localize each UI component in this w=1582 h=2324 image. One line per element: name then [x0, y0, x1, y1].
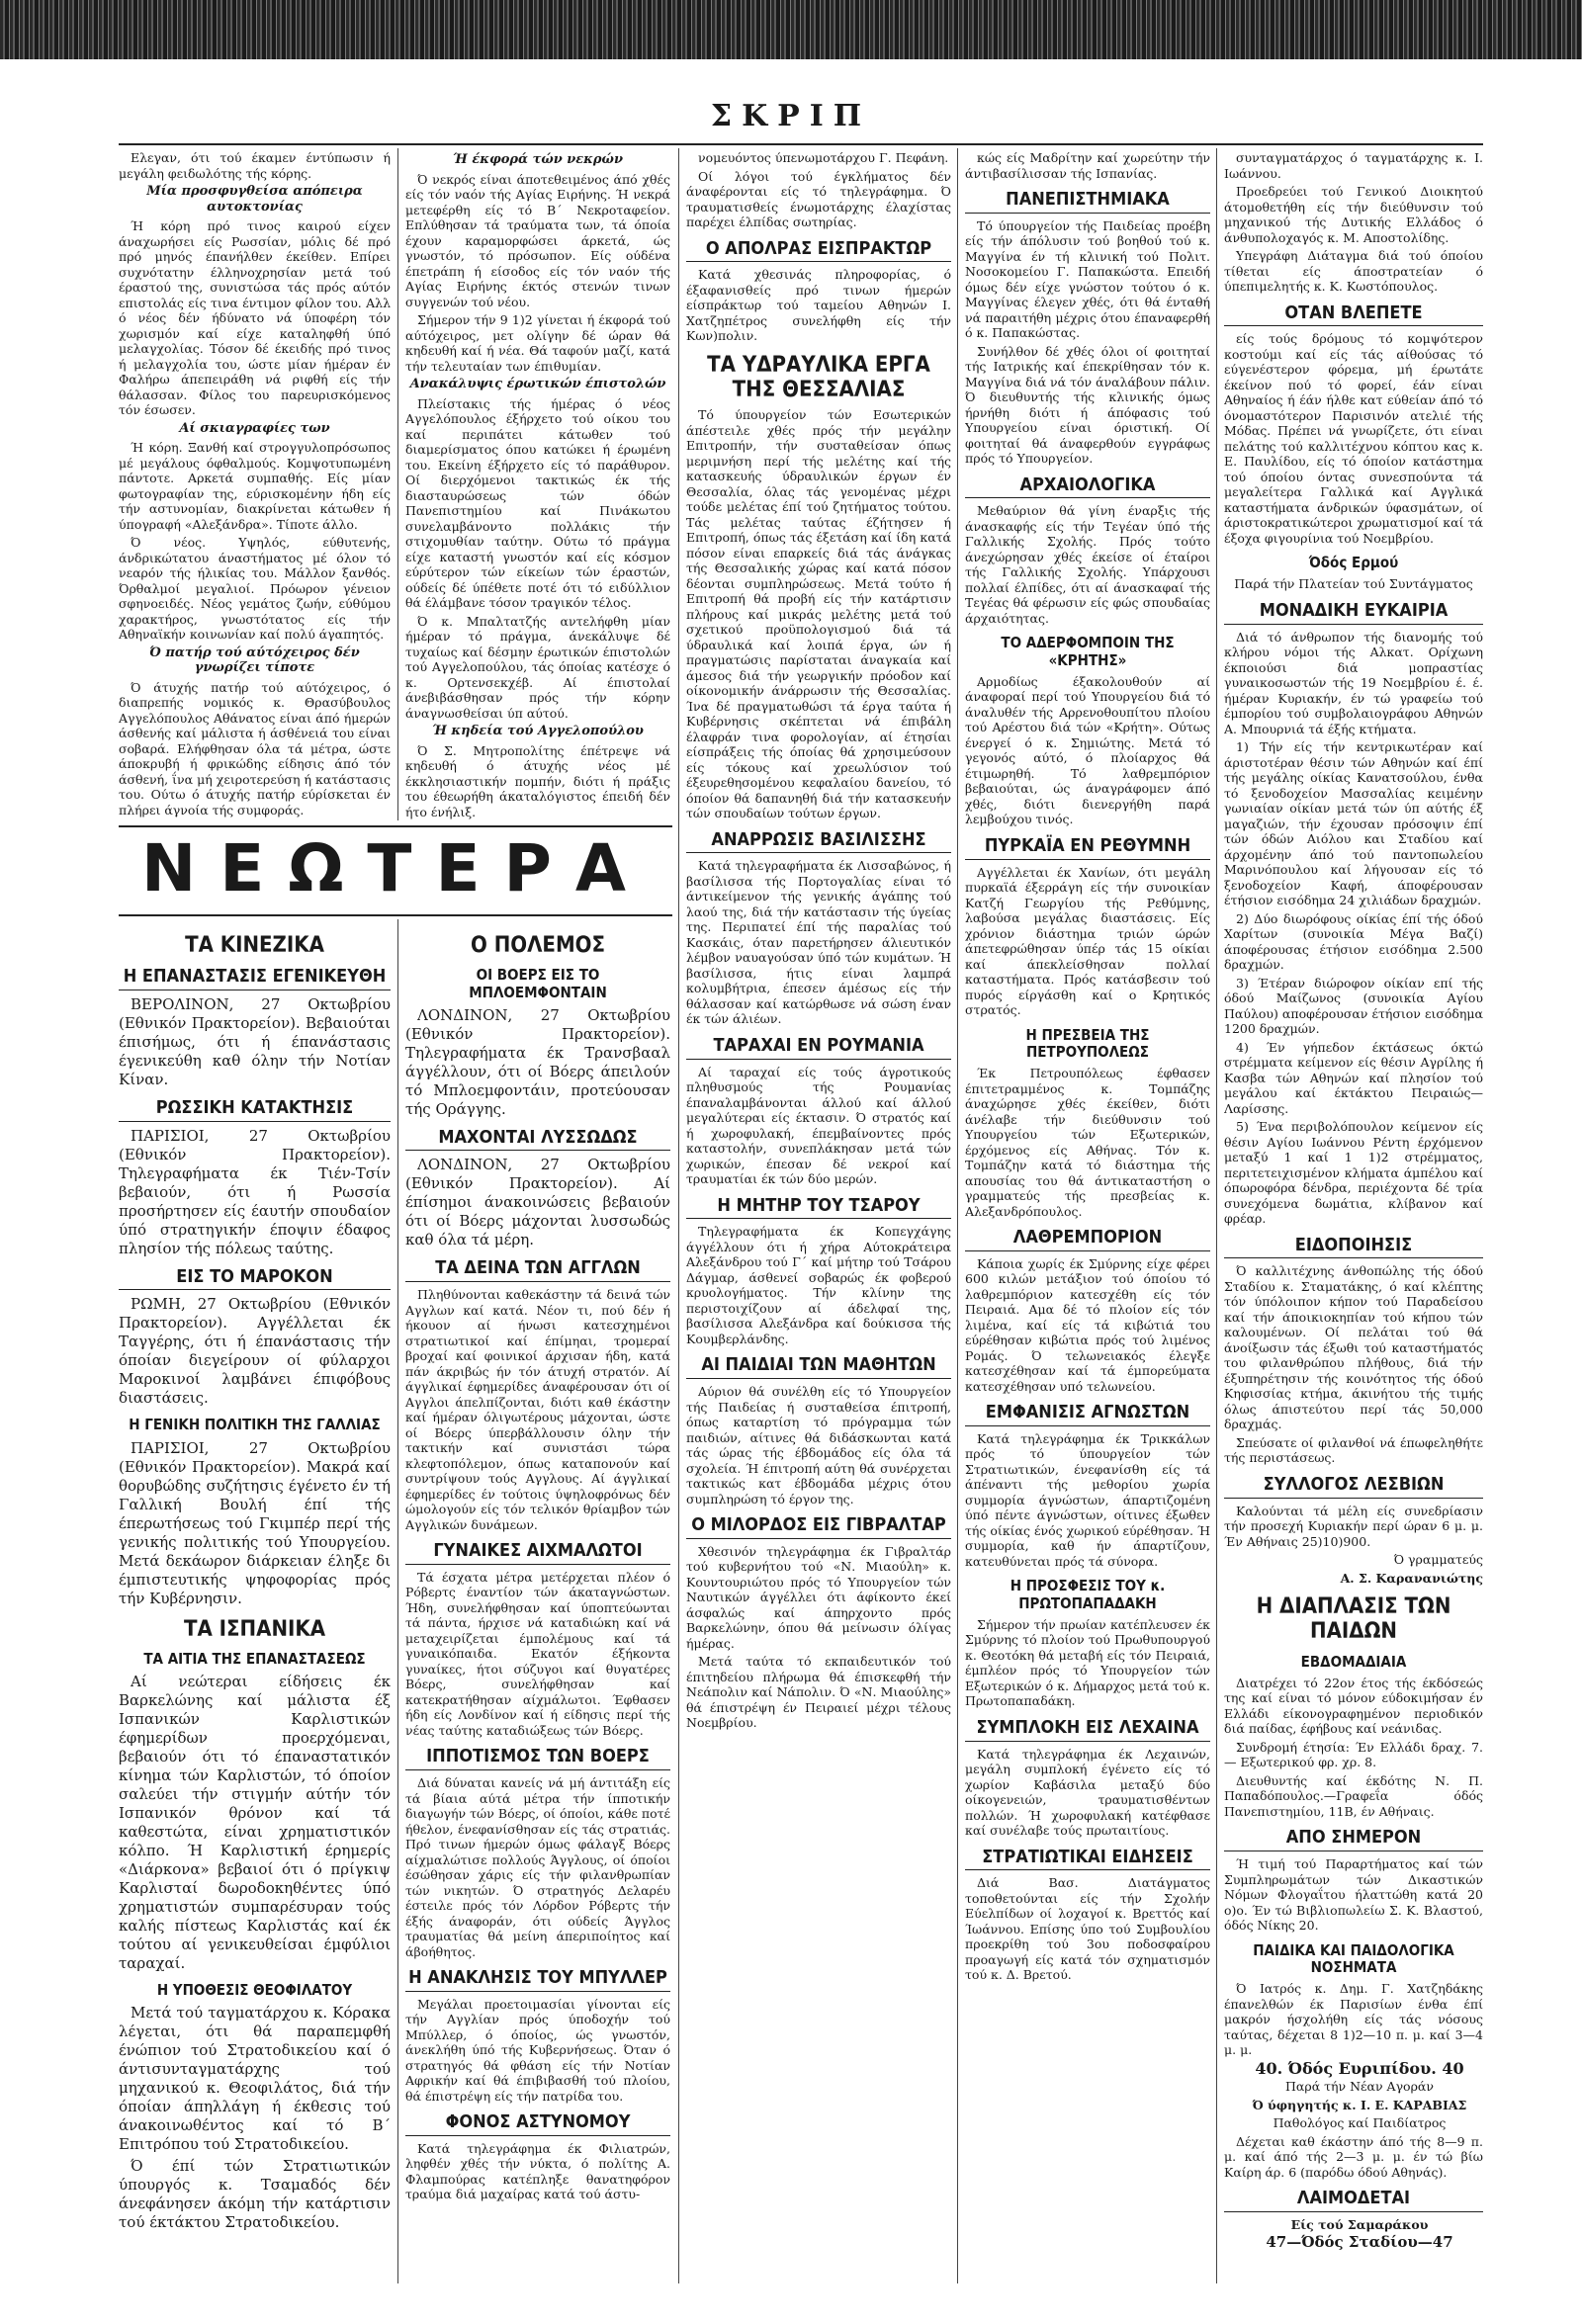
ad-heading: ΑΠΟ ΣΗΜΕΡΟΝ [1224, 1828, 1483, 1851]
headline: ΡΩΣΣΙΚΗ ΚΑΤΑΚΤΗΣΙΣ [119, 1098, 391, 1122]
article-paragraph: Τά έσχατα μέτρα μετέρχεται πλέον ό Ρόβερτς έναντίον τών άκαταγνώστων. Ήδη, συνελήφθησαν καί ύποπτεύωνται τά πάντα, ήρχισε νά καταδιώκη καί νά μεταχειρίζεται έμπολέμους καί τά γυναικόπαιδα. Εκατόν έξήκοντα γυναίκες, ήτοι σύζυγοι καί θυγατέρες Βόερς, συνελήφθησαν καί κατεκρατήθησαν αίχμάλωτοι. Έφθασεν ήδη είς Λονδίνον καί ή είδησις περί τής νέας ταύτης καταδιώξεως τών Βόερς. [405, 1569, 670, 1738]
subheading: Ή κηδεία τού Αγγελοπούλου [432, 724, 644, 738]
article-paragraph: Χθεσινόν τηλεγράφημα έκ Γιβραλτάρ τού κυβερνήτου τού «Ν. Μιαούλη» κ. Κουντουριώτου πρός τό Υπουργείον τών Ναυτικών άγγέλλει ότι άφίκοντο έκεί άσφαλώς καί άπηρχοντο πρός Βαρκελώνην, όπου θά μείνωσιν όλίγας ήμέρας. [686, 1543, 951, 1651]
article-paragraph: ΡΩΜΗ, 27 Οκτωβρίου (Εθνικόν Πρακτορείον). Αγγέλλεται έκ Ταγγέρης, ότι ή έπανάστασις τήν όποίαν διεγείρουν οί φύλαρχοι Μαροκινοί λαμβάνει έπιφόβους διαστάσεις. [119, 1295, 391, 1408]
article-paragraph: Κατά τηλεγράφημα έκ Λεχαινών, μεγάλη συμπλοκή έγένετο είς τό χωρίον Καβάσιλα μεταξύ δύο οίκογενειών, τραυματισθέντων πολλών. Ή χωροφυλακή κατέφθασε καί συνέλαβε τούς πρωταιτίους. [965, 1746, 1210, 1839]
page-header-band [0, 0, 1582, 59]
article-paragraph: Οί λόγοι τού έγκλήματος δέν άναφέρονται είς τό τηλεγράφημα. Ό τραυματισθείς ένωμοτάρχης έλαχίστας παρέχει έλπίδας σωτηρίας. [686, 168, 951, 229]
ad-paragraph: Ό ύφηγητής κ. Ι. Ε. ΚΑΡΑΒΙΑΣ [1252, 2097, 1467, 2112]
headline: ΛΑΘΡΕΜΠΟΡΙΟΝ [965, 1228, 1210, 1251]
article-paragraph: Κάποια χωρίς έκ Σμύρνης είχε φέρει 600 κιλών μετάξιον τού όποίου τό λαθρεμπόριον κατεσχέθη είς τόν Πειραιά. Αμα δέ τό πλοίον είς τόν λιμένα, καί είς τά κιβώτιά του εύρέθησαν κιβώτια πρός τού λιμένος Ρομάς. Ό τελωνειακός έλεγξε κατεσχέθησαν καί τά έμπορεύματα κατεσχέθησαν υπό τελωνείου. [965, 1255, 1210, 1394]
headline: ΤΟ ΑΔΕΡΦΟΜΠΟΙΝ ΤΗΣ «ΚΡΗΤΗΣ» [1001, 634, 1175, 669]
headline: ΣΥΜΠΛΟΚΗ ΕΙΣ ΛΕΧΑΙΝΑ [965, 1718, 1210, 1742]
article-paragraph: Διά δύναται κανείς νά μή άντιτάξη είς τά βίαια αύτά μέτρα τήν ίπποτικήν διαγωγήν τών Βόερς, οί όποίοι, κάθε ποτέ ήθελον, ένεφανίσθησαν είς τάς στρατιάς. Πρό τινων ήμερών όμως φάλαγξ Βόερς αίχμαλώτισε πολλούς Άγγλους, οί όποίοι έσώθησαν χάρις είς τήν φιλανθρωπίαν τών νικητών. Ό στρατηγός Δελαρέυ έστειλε πρός τόν Λόρδον Ρόβερτς τήν έξής άναφοράν, ότι ούδείς Άγγλος τραυματίας θά μείνη άπεριποίητος καί άβοήθητος. [405, 1775, 670, 1959]
article-paragraph: Αί ταραχαί είς τούς άγροτικούς πληθυσμούς τής Ρουμανίας έπαναλαμβάνονται άλλού καί άλλού μεγαλύτεραι είς έκτασιν. Ό στρατός καί ή χωροφυλακή, έπεμβαίνοντες πρός καταστολήν, συνεπλάκησαν μετά τών χωρικών, έπεσαν δέ νεκροί καί τραυματίαι έκ τών δύο μερών. [686, 1064, 951, 1187]
article-paragraph: Ή κόρη πρό τινος καιρού είχεν άναχωρήσει είς Ρωσσίαν, μόλις δέ πρό πρό μηνός έπανήλθεν έκείθεν. Επίρει συχνότατην έλληνοχρησίαν μετά τού έραστού της, συνιστώσα τάς πρός αύτόν επιστολάς είς τινα έντιμον φίλον του. Αλλ ό νέος δέν ήδύνατο νά ύποφέρη τόν χωρισμόν καί είχε καταληφθή ύπό μελαγχολίας. Τόσον δέ έκειδής πρό τινος ή μελαγχολία του, ώστε μίαν ήμέραν έν Φαλήρω άπεπειράθη νά ριφθή είς τήν θάλασσαν. Φίλος του παρευρισκόμενος τόν έσωσεν. [119, 218, 391, 417]
headline: Η ΕΠΑΝΑΣΤΑΣΙΣ ΕΓΕΝΙΚΕΥΘΗ [119, 967, 391, 990]
ad-subheading: Όδός Ερμού [1308, 554, 1399, 572]
column-divider [1216, 148, 1217, 2283]
article-paragraph: Τό ύπουργείον τής Παιδείας προέβη είς τήν άπόλυσιν τού βοηθού τού κ. Μαγγίνα έν τή κλινική τού Πολιτ. Νοσοκομείου Γ. Παπακώστα. Επειδή όμως δέν είχε γνώστον τούτου ό κ. Μαγγίνας έλεγεν χθές, ότι θά ένταθή νά παραιτήθη μέχρις ότου έπαναφερθή ό κ. Παπακώστας. [965, 217, 1210, 341]
headline: ΓΥΝΑΙΚΕΣ ΑΙΧΜΑΛΩΤΟΙ [405, 1541, 670, 1565]
column-4 [965, 150, 1210, 2285]
article-paragraph: Ελεγαν, ότι τού έκαμεν έντύπωσιν ή μεγάλη φειδωλότης τής κόρης. [119, 150, 391, 181]
section-heading: ΤΑ ΙΣΠΑΝΙΚΑ [183, 1616, 326, 1642]
article-paragraph: ΛΟΝΔΙΝΟΝ, 27 Οκτωβρίου (Εθνικόν Πρακτορείον). Αί έπίσημοι άνακοινώσεις βεβαιούν ότι οί Βόερς μάχονται λυσσωδώς καθ όλα τά μέρη. [405, 1156, 670, 1249]
ad-paragraph: Διευθυντής καί έκδότης Ν. Π. Παπαδόπουλος.—Γραφεΐα όδός Πανεπιστημίου, 11Β, έν Αθήναις. [1224, 1772, 1483, 1819]
article-paragraph: Ό νεκρός είναι άποτεθειμένος άπό χθές είς τόν ναόν τής Αγίας Ειρήνης. Ή νεκρά μετεφέρθη είς τό Β΄ Νεκροταφείον. Επλύθησαν τά τραύματα των, τά όποία έχουν καραμορφώσει άρκετά, ώς γνωστόν, τό πρόσωπον. Είς ούδένα έπετράπη ή είσοδος είς τόν ναόν τής Αγίας Ειρήνης έκτός στενών τινων συγγενών τού νέου. [405, 171, 670, 309]
headline: Ο ΑΠΟΛΡΑΣ ΕΙΣΠΡΑΚΤΩΡ [686, 239, 951, 263]
ad-paragraph: 4) Έν γήπεδον έκτάσεως όκτώ στρέμματα κείμενον είς θέσιν Αγρίλης ή Κασβα τών Αθηνών καί πλησίον τού μεγάλου καί έκτάκτου Πειραιώς—Λαρίσσης. [1224, 1039, 1483, 1116]
article-paragraph: νομευόντος ύπενωμοτάρχου Γ. Πεφάνη. [698, 150, 949, 165]
column-divider [678, 148, 679, 2283]
ad-paragraph: Συνδρομή έτησία: Έν Ελλάδι δραχ. 7.— Εξωτερικού φρ. χρ. 8. [1224, 1739, 1483, 1770]
article-paragraph: Ή κόρη. Ξανθή καί στρογγυλοπρόσωπος μέ μεγάλους όφθαλμούς. Κομψοτυπωμένη πάντοτε. Αρκετά συμπαθής. Είς μίαν φωτογραφίαν της, εύρισκομένην ήδη είς τήν αστυνομίαν, διακρίνεται κάτωθεν ή ύπογραφή «Αλεξάνδρα». Τίποτε άλλο. [119, 440, 391, 532]
headline: Η ΠΡΕΣΒΕΙΑ ΤΗΣ ΠΕΤΡΟΥΠΟΛΕΩΣ [1025, 1025, 1150, 1061]
banner-rule [119, 914, 672, 916]
ad-paragraph: Παθολόγος καί Παιδίατρος [1273, 2115, 1447, 2131]
headline: Ο ΜΙΛΟΡΔΟΣ ΕΙΣ ΓΙΒΡΑΛΤΑΡ [686, 1515, 951, 1539]
ad-paragraph: 3) Έτέραν διώροφον οίκίαν επί τής όδού Μαίζωνος (συνοικία Αγίου Παύλου) αποφέρουσαν έτήσιον εισόδημα 1200 δραχμών. [1224, 975, 1483, 1037]
banner-rule [119, 825, 672, 827]
article-paragraph: Αγγέλλεται έκ Χανίων, ότι μεγάλη πυρκαϊά έξερράγη είς τήν συνοικίαν Κατζή Γεωργίου τής Ρεθύμνης, λαβούσα μεγάλας διαστάσεις. Είς χρόνιον διάστημα τριών ώρών άπετεφρώθησαν ύπέρ τάς 15 οίκίαι καί άπεκλείσθησαν πολλαί καταστήματα. Πρός κατάσβεσιν τού πυρός είργάσθη καί ο Κρητικός στρατός. [965, 864, 1210, 1018]
article-paragraph: Ό έπί τών Στρατιωτικών ύπουργός κ. Τσαμαδός δέν άνεφάνησεν άκόμη τήν κατάρτισιν τού έκτάκτου Στρατοδικείου. [119, 2157, 391, 2232]
column-divider [397, 919, 398, 2283]
subheading: Ή έκφορά τών νεκρών [453, 152, 623, 167]
headline: Η ΜΗΤΗΡ ΤΟΥ ΤΣΑΡΟΥ [686, 1196, 951, 1220]
article-paragraph: Σήμερον τήν πρωίαν κατέπλευσεν έκ Σμύρνης τό πλοίον τού Πρωθυπουργού κ. Θεοτόκη θά μεταβή είς τόν Πειραιά, έμπλέον πρός τό Υπουργείον τών Εξωτερικών ό κ. Δήμαρχος μετά τού κ. Πρωτοπαπαδάκη. [965, 1616, 1210, 1709]
article-paragraph: Πλείστακις τής ήμέρας ό νέος Αγγελόπουλος έξήρχετο τού οίκου του καί περιπάτει κάτωθεν τού διαμερίσματος όπου κατώκει ή έρωμένη του. Εκείνη έξήρχετο είς τό παράθυρον. Οί διερχόμενοι τακτικώς έκ τής διασταυρώσεως τών όδών Πανεπιστημίου καί Πινάκωτου συνελαμβάνοντο πολλάκις τήν στιχομυθίαν ταύτην. Ούτω τό πράγμα είχε καταστή γνωστόν καί είς κόσμον εύρύτερον τών είκείων τών έραστών, ούδείς δέ ύπέθετε ποτέ ότι τό ειδύλλιον θά έλάμβανε τόσον τραγικόν τέλος. [405, 395, 670, 610]
headline: ΤΑΡΑΧΑΙ ΕΝ ΡΟΥΜΑΝΙΑ [686, 1036, 951, 1060]
masthead: ΣΚΡΙΠ [710, 99, 872, 133]
ad-heading: ΠΑΙΔΙΚΑ ΚΑΙ ΠΑΙΔΟΛΟΓΙΚΑ ΝΟΣΗΜΑΤΑ [1253, 1940, 1454, 1976]
ad-paragraph: 40. Όδός Ευριπίδου. 40 [1255, 2058, 1464, 2078]
article-paragraph: Ό άτυχής πατήρ τού αύτόχειρος, ό διαπρεπής νομικός κ. Θρασύβουλος Αγγελόπουλος Αθάνατος είναι άπό ήμερών άσθενής καί μάλιστα ή άσθένειά του είναι σοβαρά. Ελήφθησαν όλα τά μέτρα, ώστε άποκρυβή ή φρικώδης είδησις άπό τόν άσθενή, ΐνα μή χειροτερεύση ή κατάστασις του. Ούτω ό άτυχής πατήρ εύρίσκεται έν πλήρει άγνοία τής συμφοράς. [119, 679, 391, 818]
ad-paragraph: Α. Σ. Καρανανιώτης [1340, 1570, 1483, 1586]
headline: ΤΑ ΑΙΤΙΑ ΤΗΣ ΕΠΑΝΑΣΤΑΣΕΩΣ [143, 1649, 366, 1668]
section-heading: Ο ΠΟΛΕΜΟΣ [471, 933, 605, 958]
ad-paragraph: Διά τό άνθρωπον τής διανομής τού κλήρου νόμοι τής Αλκατ. Ορίχωνη έκποιούσι διά μοπραστίας γυναικοσωστών τής 19 Νοεμβρίου έ. έ. ήμέραν Κυριακήν, έν τώ γραφείω τού έμπορίου τού συμβολαιογράφου Αθηνών Α. Μπουρνιά τά έξής κτήματα. [1224, 629, 1483, 736]
column-2-bottom [405, 924, 670, 2288]
headline: ΑΡΧΑΙΟΛΟΓΙΚΑ [965, 475, 1210, 499]
headline: ΤΑ ΥΔΡΑΥΛΙΚΑ ΕΡΓΑ ΤΗΣ ΘΕΣΣΑΛΙΑΣ [707, 352, 930, 402]
column-1-bottom [119, 924, 391, 2288]
ad-paragraph: Δέχεται καθ έκάστην άπό τής 8—9 π. μ. καί άπό τής 2—3 μ. μ. έν τώ βίω Καίρη άρ. 6 (παρόδω όδού Αθηνάς). [1224, 2133, 1483, 2180]
subheading: Ό πατήρ τού αύτόχειρος δέν γνωρίζει τίποτε [149, 645, 360, 675]
article-paragraph: Κατά τηλεγραφήματα έκ Λισσαβώνος, ή βασίλισσα τής Πορτογαλίας είναι τό άντικείμενον τής γενικής άγάπης τού λαού της, διά τήν κατάστασιν τής ύγείας της. Περιπατεί έπί τής παραλίας τού Κασκάις, όταν παρετήρησεν άλιευτικόν λέμβον ναυαγούσαν ύπό τών κυμάτων. Ή βασίλισσα, ήτις είναι λαμπρά κολυμβήτρια, έπεσεν άμέσως είς τήν θάλασσαν καί κατώρθωσε νά σώση έναν έκ τών άλιέων. [686, 858, 951, 1027]
column-divider [397, 148, 398, 820]
article-paragraph: συνταγματάρχος ό ταγματάρχης κ. Ι. Ιωάννου. [1224, 150, 1483, 181]
ad-paragraph: 1) Τήν είς τήν κεντρικωτέραν καί άριστοτέραν θέσιν τών Αθηνών καί έπί τής μεγάλης οίκίας Κανατσούλου, ένθα τό ξενοδοχείον Μασσαλίας κειμένην γωνιαίαν οίκίαν μετά τών ύπ αύτής έξ μαγαζιών, τήν έχουσαν πρόσοψιν έπί τών όδών Αιόλου και Σταδίου καί άρχομένην άπό τού παντοπωλείου Μαρινόπουλου καί λήγουσαν είς τό ξενοδοχείον Καφή, άποφέρουσαν έτήσιον εισόδημα 24 χιλιάδων δραχμών. [1224, 739, 1483, 908]
ad-paragraph: είς τούς δρόμους τό κομψότερον κοστούμι καί είς τάς αίθούσας τό εύγενέστερον φόρεμα, μή έρωτάτε έκείνον πού τό φορεί, έάν είναι Αθηναίος ή έάν ήλθε κατ εύθείαν άπό τό όνομαστότερον Παρισινόν ατελιέ τής Μόδας. Πρέπει νά γνωρίζετε, ότι είναι πελάτης τού καλλιτέχνου κόπτου κας κ. Ε. Παυλίδου, είς τό όποίον κατάστημα τού όποίου όντας συνεσπούντα τά μεγαλείτερα Γαλλικά καί Αγγλικά καταστήματα άνδρικών ύφασμάτων, οί άριστοκρατικώτεροι χρωματισμοί καί τά έξοχα φιγουρίνια τού Νοεμβρίου. [1224, 331, 1483, 546]
article-paragraph: Κατά τηλεγράφημα έκ Φιλιατρών, ληφθέν χθές τήν νύκτα, ό πολίτης Α. Φλαμπούρας κατέπληξε θανατηφόρον τραύμα διά μαχαίρας κατά τού άστυ- [405, 2140, 670, 2202]
ad-paragraph: Καλούνται τά μέλη είς συνεδρίασιν τήν προσεχή Κυριακήν περί ώραν 6 μ. μ. Έν Αθήναις 25)10)900. [1224, 1503, 1483, 1549]
banner-title: ΝΕΩΤΕΡΑ [141, 830, 650, 906]
article-paragraph: Κατά τηλεγράφημα έκ Τρικκάλων πρός τό ύπουργείον τών Στρατιωτικών, ένεφανίσθη είς τά άπέναντι τής μεθορίου χωρία συμμορία άγνώστων, άπαρτιζομένη ύπό πέντε άγνώστων, οίτινες έξωθεν τής οίκίας ένός χωρικού εύρέθησαν. Ή συμμορία, καθ ήν άπαρτίζουν, κατευθύνεται πρός τά σύνορα. [965, 1430, 1210, 1569]
article-paragraph: Αύριον θά συνέλθη είς τό Υπουργείον τής Παιδείας ή συσταθείσα έπιτροπή, όπως καταρτίση τό πρόγραμμα τών παιδιών, αίτινες θά διδάσκωνται κατά τάς ώρας τής έβδομάδος είς όλα τά σχολεία. Ή έπιτροπή αύτη θά συνέρχεται τακτικώς κατ έβδομάδα μέχρις ότου συμπληρώση τό έργον της. [686, 1384, 951, 1506]
column-1-top [119, 150, 391, 822]
article-paragraph: Μετά τού ταγματάρχου κ. Κόρακα λέγεται, ότι θά παραπεμφθή ένώπιον τού Στρατοδικείου καί ό άντισυνταγματάρχης τού μηχανικού κ. Θεοφιλάτος, διά τήν όποίαν άπηλλάγη ή έκθεσις τού άνακοινωθέντος καί τό Β΄ Επιτρόπου τού Στρατοδικείου. [119, 2004, 391, 2154]
headline: ΕΙΣ ΤΟ ΜΑΡΟΚΟΝ [119, 1267, 391, 1291]
article-paragraph: Τό ύπουργείον τών Εσωτερικών άπέστειλε χθές πρός τήν μεγάλην Επιτροπήν, τήν συσταθείσαν όπως μεριμνήση περί τής μελέτης καί τής κατασκευής ύδραυλικών έργων έν Θεσσαλία, όλας τάς γενομένας μέχρι τούδε μελέτας έπί τού ζητήματος τούτου. Τάς μελέτας ταύτας έζήτησεν ή Επιτροπή, όπως τάς έξετάση καί ίδη κατά πόσον είναι επαρκείς διά τάς άνάγκας τής Θεσσαλικής χώρας καί κατά πόσον δέονται συμπληρώσεως. Μετά τούτο ή Επιτροπή θά προβή είς τήν κατάρτισιν πλήρους καί μικράς μελέτης μετά τού σχετικού προϋπολογισμού διά τά ύδραυλικά καί λοιπά έργα, ών ή πραγματώσις παρίσταται άναγκαία καί άμεσος διά τήν γεωργικήν πρόοδον καί οίκονομικήν άνάρρωσιν τής Θεσσαλίας. Ίνα δέ πραγματωθώσι τά έργα ταύτα ή Κυβέρνησις σκέπτεται νά έπιβάλη έλαφράν τινα φορολογίαν, αί έτησίαι είσπράξεις τής όποίας θά χρησιμεύσουν είς τόκους καί χρεωλύσιον τού έξευρεθησομένου κεφαλαίου δανείου, τό όποίον θά δαπανηθή διά τήν κατασκευήν τών σπουδαίων τούτων έργων. [686, 407, 951, 821]
headline: ΜΑΧΟΝΤΑΙ ΛΥΣΣΩΔΩΣ [405, 1128, 670, 1152]
headline: ΣΤΡΑΤΙΩΤΙΚΑΙ ΕΙΔΗΣΕΙΣ [965, 1848, 1210, 1871]
ad-paragraph: Παρά τήν Νέαν Αγοράν [1285, 2079, 1434, 2095]
article-paragraph: ΠΑΡΙΣΙΟΙ, 27 Οκτωβρίου (Εθνικόν Πρακτορείον). Μακρά καί θορυβώδης συζήτησις έγένετο έν τή Γαλλική Βουλή έπί τής έπερωτήσεως τού Γκιμπέρ περί τής γενικής πολιτικής τού Υπουργείου. Μετά δεκάωρον διάρκειαν έληξε δι έμπιστευτικής ψηφοφορίας πρός τήν Κυβέρνησιν. [119, 1438, 391, 1607]
ad-paragraph: 2) Δύο διωρόφους οίκίας έπί τής όδού Χαρίτων (συνοικία Μέγα Βαζί) άποφέρουσας έτήσιον εισόδημα 2.500 δραχμών. [1224, 910, 1483, 973]
article-paragraph: Αρμοδίως έξακολουθούν αί άναφοραί περί τού Υπουργείου διά τό άναλυθέν τής Αρρενοθουπίτου πλοίου τού Αρέστου διά τών «Κρήτη». Ούτως ένεργεί ό κ. Σημιώτης. Μετά τό γεγονός αύτό, ό πλοίαρχος θά έτιμωρηθή. Τό λαθρεμπόριον βεβαιούται, ώς άναγράφομεν άπό χθές, διότι διενεργήθη παρά λεμβούχου τινός. [965, 673, 1210, 827]
column-divider [957, 148, 958, 2283]
headline: Η ΥΠΟΘΕΣΙΣ ΘΕΟΦΙΛΑΤΟΥ [156, 1981, 353, 2000]
column-3 [686, 150, 951, 2285]
column-5 [1224, 150, 1483, 2285]
ad-subheading: ΕΒΔΟΜΑΔΙΑΙΑ [1300, 1652, 1407, 1671]
ad-heading: ΛΑΙΜΟΔΕΤΑΙ [1224, 2189, 1483, 2212]
headline: Η ΑΝΑΚΛΗΣΙΣ ΤΟΥ ΜΠΥΛΛΕΡ [405, 1968, 670, 1992]
ad-paragraph: 5) Ένα περιβολόπουλον κείμενον είς θέσιν Αγίου Ιωάννου Ρέντη έρχόμενον μεταξύ 1 καί 1 1)2 στρέμματος, περιτετειχισμένον κλήματα άμπέλου καί όπωροφόρα δένδρα, περιέχοντα δέ τρία συνεχόμενα δωμάτια, κλίβανον καί φρέαρ. [1224, 1119, 1483, 1227]
ad-heading: ΣΥΛΛΟΓΟΣ ΛΕΣΒΙΩΝ [1224, 1475, 1483, 1499]
ad-heading: ΕΙΔΟΠΟΙΗΣΙΣ [1224, 1236, 1483, 1259]
article-paragraph: Ό κ. Μπαλτατζής αντελήφθη μίαν ήμέραν τό πράγμα, άνεκάλυψε δέ τυχαίως καί δέσμην έρωτικών έπιστολών τού Αγγελοπούλου, τάς όποίας κατέσχε ό κ. Ορτενσεκχέβ. Αί έπιστολαί άνεβιβάσθησαν πρός τήν κόρην άναγνωσθείσαι ύπ αύτού. [405, 613, 670, 721]
headline: ΤΑ ΔΕΙΝΑ ΤΩΝ ΑΓΓΛΩΝ [405, 1258, 670, 1282]
subheading: Μία προσφυγθείσα απόπειρα αυτοκτονίας [146, 184, 363, 215]
ad-paragraph: Ό καλλιτέχνης άνθοπώλης τής όδού Σταδίου κ. Σταματάκης, ό καί κλέπτης τόν ύπόλοιπον κήπον τού Παραδείσου καί τήν άποικιοκηπίαν τού κήπου τών καλουμένων. Οί πελάται τού θά άνοίξωσιν τάς έξωθι τού καταστήματός του φιλανθρώπου πλήθους, διά τήν έξυπηρέτησιν τής κοινότητος τής όδού Κηφισσίας κτήμα, άκινήτου τής τιμής όλως άπιστεύτου περί τάς 50,000 δραχμάς. [1224, 1263, 1483, 1432]
section-heading: ΤΑ ΚΙΝΕΖΙΚΑ [185, 933, 324, 958]
article-paragraph: Μεγάλαι προετοιμασίαι γίνονται είς τήν Αγγλίαν πρός ύποδοχήν τού Μπύλλερ, ό όποίος, ώς γνωστόν, άνεκλήθη ύπό τής Κυβερνήσεως. Όταν ό στρατηγός θά φθάση είς τήν Νοτίαν Αφρικήν καί θά έπιβιβασθή τού πλοίου, θά έπιστρέψη είς τήν πατρίδα του. [405, 1996, 670, 2104]
subheading: Ανακάλυψις έρωτικών έπιστολών [409, 377, 666, 391]
article-paragraph: Τηλεγραφήματα έκ Κοπεγχάγης άγγέλλουν ότι ή χήρα Αύτοκράτειρα Αλεξάνδρου τού Γ΄ καί μήτηρ τού Τσάρου Δάγμαρ, άσθενεί σοβαρώς έκ φοβερού κρυολογήματος. Τήν κλίνην της περιστοιχίζουν αί άδελφαί της, βασίλισσα Αλεξάνδρα καί δούκισσα τής Κουμβερλάνδης. [686, 1224, 951, 1346]
article-paragraph: Κατά χθεσινάς πληροφορίας, ό έξαφανισθείς πρό τινων ήμερών είσπράκτωρ τού ταμείου Αθηνών Ι. Χατζηπέτρος συνελήφθη είς τήν Κων)πολιν. [686, 267, 951, 344]
subheading: Αί σκιαγραφίες των [179, 420, 330, 436]
article-paragraph: Διά Βασ. Διατάγματος τοποθετούνται είς τήν Σχολήν Εύελπίδων οί λοχαγοί κ. Βρεττός καί Ίωάννου. Επίσης ύπο τού Συμβουλίου προεκρίθη τού 3ου ποδοσφαίρου προαγωγή είς κατά τόν σχηματισμόν τού κ. Δ. Βρετού. [965, 1875, 1210, 1983]
masthead-rule [119, 143, 1483, 145]
article-paragraph: Μετά ταύτα τό εκπαιδευτικόν τού έπιτηδείου πλήρωμα θά έπισκεφθή τήν Νεάπολιν καί Νάπολιν. Ό «Ν. Μιαούλης» θά έπιστρέψη έν Πειραιεί μέχρι τέλους Νοεμβρίου. [686, 1654, 951, 1731]
article-paragraph: Υπεγράφη Διάταγμα διά τού όποίου τίθεται είς άποστρατείαν ό ύπεπιμελητής κ. Κ. Κωστόπουλος. [1224, 248, 1483, 294]
article-paragraph: ΛΟΝΔΙΝΟΝ, 27 Οκτωβρίου (Εθνικόν Πρακτορείον). Τηλεγραφήματα έκ Τρανσβααλ άγγέλλουν, ότι οί Βόερς άπειλούν τό Μπλοεμφοντάιν, προτεύουσαν τής Οράγγης. [405, 1005, 670, 1118]
article-paragraph: Σήμερον τήν 9 1)2 γίνεται ή έκφορά τού αύτόχειρος, μετ ολίγην δέ ώραν θά κηδευθή καί ή νέα. Θά ταφούν μαζί, κατά τήν τελευταίαν των έπιθυμίαν. [405, 312, 670, 374]
ad-paragraph: Παρά τήν Πλατείαν τού Συντάγματος [1234, 576, 1473, 592]
ad-heading: ΜΟΝΑΔΙΚΗ ΕΥΚΑΙΡΙΑ [1224, 601, 1483, 625]
headline: ΠΑΝΕΠΙΣΤΗΜΙΑΚΑ [965, 190, 1210, 214]
headline: ΟΙ ΒΟΕΡΣ ΕΙΣ ΤΟ ΜΠΛΟΕΜΦΟΝΤΑΙΝ [469, 966, 607, 1001]
article-paragraph: Έκ Πετρουπόλεως έφθασεν έπιτετραμμένος κ. Τομπάζης άναχώρησε χθές έκείθεν, διότι άνέλαβε τήν διεύθυνσιν τού Υπουργείου τών Εξωτερικών, έρχόμενος είς Αθήνας. Τόν κ. Τομπάζην κατά τό διάστημα τής απουσίας του θά άντικαταστήση ο γραμματεύς τής πρεσβείας κ. Αλεξανδρόπουλος. [965, 1066, 1210, 1219]
ad-paragraph: Ή τιμή τού Παραρτήματος καί τών Συμπληρωμάτων τών Δικαστικών Νόμων Φλογαΐτου ήλαττώθη κατά 20 ο)ο. Έν τώ Βιβλιοπωλείω Σ. Κ. Βλαστού, όδός Νίκης 20. [1224, 1856, 1483, 1934]
article-paragraph: Ό νέος. Υψηλός, εύθυτενής, άνδρικώτατου άναστήματος μέ όλον τό νεαρόν τής ήλικίας του. Μάλλον ξανθός. Όρθαλμοί μεγαλιοί. Πρόωρον γένειον σφηνοειδές. Νέος γεμάτος ζωήν, εύθύμου χαρακτήρος, γνωστότατος είς τήν Αθηναϊκήν κοινωνίαν καί πολύ άγαπητός. [119, 535, 391, 642]
article-paragraph: Προεδρεύει τού Γενικού Διοικητού άτομοθετήθη είς τήν διεύθυνσιν τού μηχανικού τής Δυτικής Ελλάδος ό άνθυπολοχαγός κ. Μ. Αποστολίδης. [1224, 184, 1483, 245]
headline: ΕΜΦΑΝΙΣΙΣ ΑΓΝΩΣΤΩΝ [965, 1403, 1210, 1426]
article-paragraph: Πληθύνονται καθεκάστην τά δεινά τών Αγγλων καί κατά. Νέον τι, πού δέν ή ήκουον αί ήνωσι κατεσχημένοι στρατιωτικοί καί έπίμηαι, τρομεραί βροχαί καί φοινικοί άρχισαν ήδη, κατά πάν άκριβώς ήν τόν άτυχή στρατόν. Αί άγγλικαί έφημερίδες άναφέρουσαν ότι οί Αγγλοι άπελπίζονται, διότι καθ έκάστην καί ήμέραν όλιγωτέρους μάχονται, ώστε οί Βόερς ύπερβάλλουσιν όλην τήν τακτικήν καί συνιστάσι τώρα κλεφτοπόλεμον, όπως καταπονούν καί συντρίψουν τούς Αγγλους. Αί άγγλικαί έφημερίδες έν τούτοις ύψηλοφρόνως δέν ώμολογούν είς τόν τελικόν θρίαμβον τών Αγγλικών δυνάμεων. [405, 1287, 670, 1532]
article-paragraph: Ό Σ. Μητροπολίτης έπέτρεψε νά κηδευθή ό άτυχής νέος μέ έκκλησιαστικήν πομπήν, διότι ή πράξις του έθεωρήθη άκαταλόγιστος έπειδή δέν ήτο ένήλιξ. [405, 742, 670, 819]
column-2-top [405, 150, 670, 822]
ad-paragraph: Ό Ιατρός κ. Δημ. Γ. Χατζηδάκης έπανελθών έκ Παρισίων ένθα έπί μακρόν ήσχολήθη είς τάς νόσους ταύτας, δέχεται 8 1)2—10 π. μ. καί 3—4 μ. μ. [1224, 1981, 1483, 2058]
article-paragraph: Αί νεώτεραι είδήσεις έκ Βαρκελώνης καί μάλιστα έξ Ισπανικών Καρλιστικών έφημερίδων προερχόμεναι, βεβαιούν ότι τό έπαναστατικόν κίνημα τών Καρλιστών, τό όποίον σαλεύει τήν στιγμήν αύτήν τόν Ισπανικόν θρόνον καί τά καθεστώτα, είναι χρηματιστικόν κόλπο. Ή Καρλιστική έρημερίς «Διάρκονα» βεβαιοί ότι ό πρίγκιψ Καρλισταί δωροδοκηθέντες ύπό χρηματιστών συμπαρέσυραν τούς καλής πίστεως Καρλιστάς καί έκ τούτου αί γενικευθείσαι έμφύλιοι ταραχαί. [119, 1673, 391, 1973]
ad-heading: ΟΤΑΝ ΒΛΕΠΕΤΕ [1224, 303, 1483, 327]
ad-paragraph: Ό γραμματεύς [1393, 1552, 1483, 1567]
headline: ΠΥΡΚΑΪΑ ΕΝ ΡΕΘΥΜΝΗ [965, 836, 1210, 860]
headline: ΑΝΑΡΡΩΣΙΣ ΒΑΣΙΛΙΣΣΗΣ [686, 830, 951, 854]
article-paragraph: Συνήλθον δέ χθές όλοι οί φοιτηταί τής Ιατρικής καί έπεκρίθησαν τόν κ. Μαγγίνα διά νά τόν άναλάβουν πάλιν. Ό διευθυντής τής κλινικής όμως ήρνήθη διότι ή άπόφασις τού Υπουργείου είναι όριστική. Οί φοιτηταί θά άναφερθούν εγγράφως πρός τό Υπουργείον. [965, 343, 1210, 467]
ad-paragraph: Σπεύσατε οί φιλανθοί νά έπωφεληθήτε τής περιστάσεως. [1224, 1434, 1483, 1466]
ad-paragraph: 47—Όδός Σταδίου—47 [1266, 2233, 1453, 2252]
headline: ΦΟΝΟΣ ΑΣΤΥΝΟΜΟΥ [405, 2112, 670, 2136]
article-paragraph: ΒΕΡΟΛΙΝΟΝ, 27 Οκτωβρίου (Εθνικόν Πρακτορείον). Βεβαιούται έπισήμως, ότι ή έπανάστασις έγενικεύθη καθ όλην τήν Νοτίαν Κίναν. [119, 994, 391, 1088]
ad-heading: Η ΔΙΑΠΛΑΣΙΣ ΤΩΝ ΠΑΙΔΩΝ [1256, 1594, 1451, 1645]
article-paragraph: ΠΑΡΙΣΙΟΙ, 27 Οκτωβρίου (Εθνικόν Πρακτορείον). Τηλεγραφήματα έκ Τιέν-Τσίν βεβαιούν, ότι ή Ρωσσία προσήρτησεν είς έαυτήν σπουδαίον ύπό στρατηγικήν έποψιν έδαφος πλησίον τής πόλεως ταύτης. [119, 1126, 391, 1257]
headline: ΙΠΠΟΤΙΣΜΟΣ ΤΩΝ ΒΟΕΡΣ [405, 1747, 670, 1770]
headline: Η ΓΕΝΙΚΗ ΠΟΛΙΤΙΚΗ ΤΗΣ ΓΑΛΛΙΑΣ [129, 1416, 381, 1434]
headline: ΑΙ ΠΑΙΔΙΑΙ ΤΩΝ ΜΑΘΗΤΩΝ [686, 1355, 951, 1379]
ad-paragraph: Είς τού Σαμαράκου [1290, 2216, 1429, 2232]
article-paragraph: Μεθαύριον θά γίνη έναρξις τής άνασκαφής είς τήν Τεγέαν ύπό τής Γαλλικής Σχολής. Πρός τούτο άνεχώρησαν χθές έκείσε οί έταίροι τής Γαλλικής Σχολής. Υπάρχουσι πολλαί έλπίδες, ότι αί άνασκαφαί τής Τεγέας θά φέρωσιν είς φώς σπουδαίας άρχαιότητας. [965, 503, 1210, 626]
headline: Η ΠΡΟΣΦΕΣΙΣ ΤΟΥ κ. ΠΡΩΤΟΠΑΠΑΔΑΚΗ [1010, 1577, 1166, 1612]
article-paragraph: κώς είς Μαδρίτην καί χωρεύτην τήν άντιβασίλισσαν τής Ισπανίας. [965, 150, 1210, 181]
ad-paragraph: Διατρέχει τό 22ον έτος τής έκδόσεώς της καί είναι τό μόνον εύδοκιμήσαν έν Ελλάδι είκονογραφημένον περιοδικόν διά παίδας, έφήβους καί νεάνιδας. [1224, 1675, 1483, 1737]
